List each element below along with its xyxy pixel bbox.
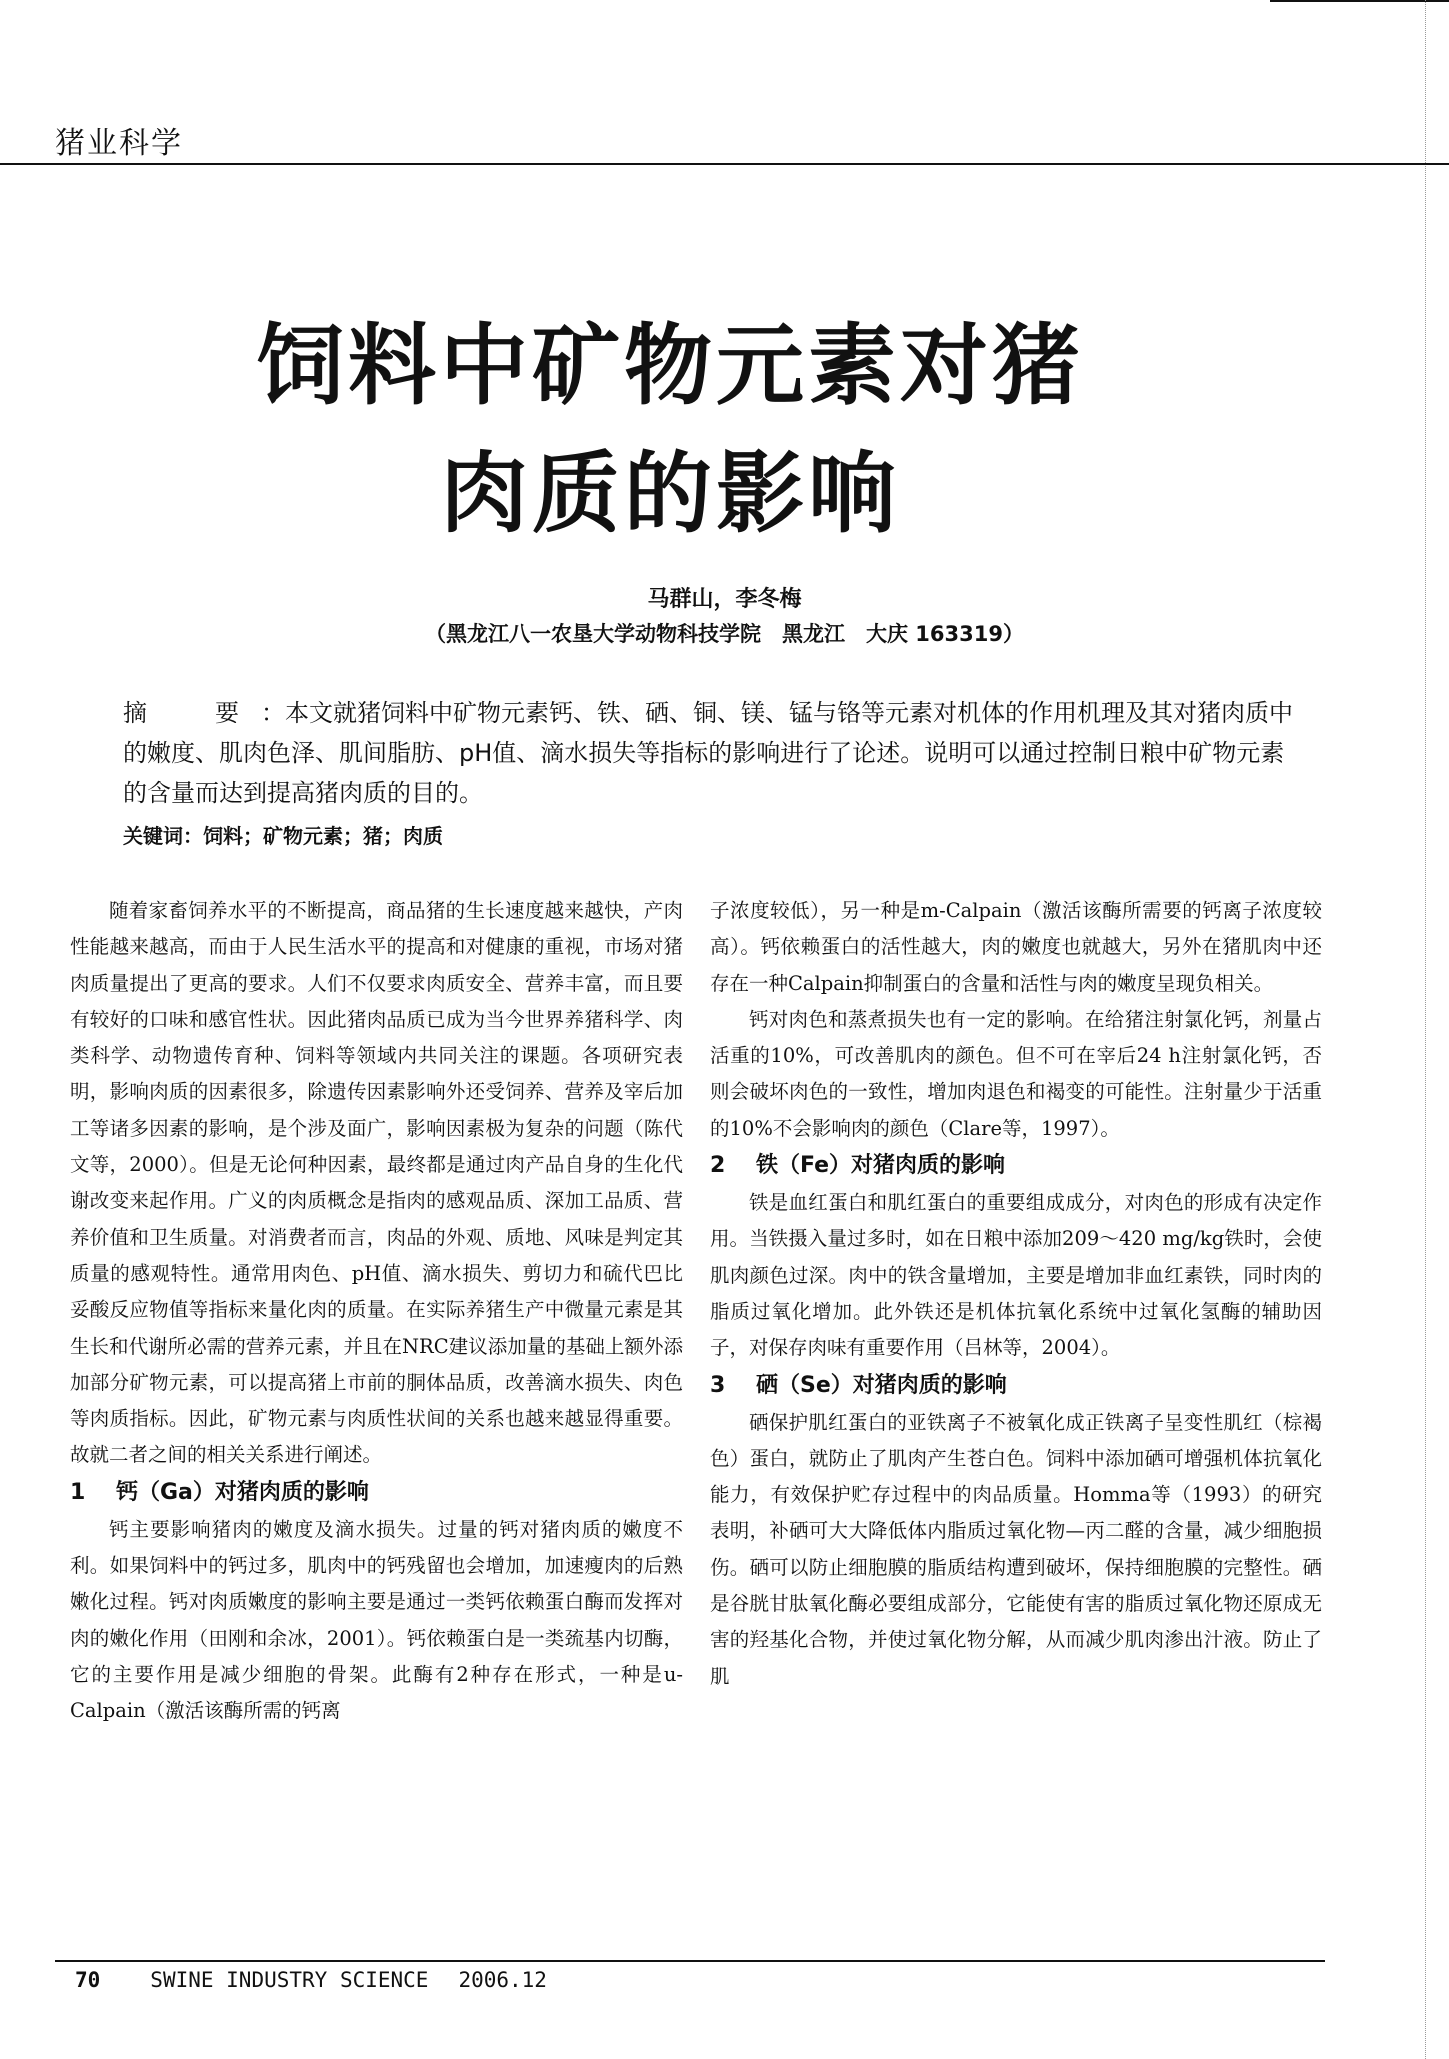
section-title: 铁（Fe）对猪肉质的影响 [756,1153,1006,1179]
page-footer [75,1968,547,1992]
authors: 马群山，李冬梅 [647,587,802,612]
article-title-line2: 肉质的影响 [439,442,900,545]
keywords: 关键词：饲料；矿物元素；猪；肉质 [123,824,443,848]
footer-journal: SWINE INDUSTRY SCIENCE [150,1968,429,1992]
abstract-label: 摘 要 [123,699,261,727]
calcium-paragraph: 钙主要影响猪肉的嫩度及滴水损失。过量的钙对猪肉质的嫩度不利。如果饲料中的钙过多，肌肉中的钙残留也会增加，加速瘦肉的后熟嫩化过程。钙对肉质嫩度的影响主要是通过一类钙依赖蛋白酶而发挥对肉的嫩化作用（田刚和余冰，2001）。钙依赖蛋白是一类巯基内切酶，它的主要作用是减少细胞的骨架。此酶有2种存在形式，一种是u-Calpain（激活该酶所需的钙离 [70,1517,683,1723]
affiliation: （黑龙江八一农垦大学动物科技学院 黑龙江 大庆 163319） [425,622,1024,646]
abstract [123,693,1303,813]
section-heading-2 [710,1149,1322,1183]
intro-paragraph: 随着家畜饲养水平的不断提高，商品猪的生长速度越来越快，产肉性能越来越高，而由于人民生活水平的提高和对健康的重视，市场对猪肉质量提出了更高的要求。人们不仅要求肉质安全、营养丰富，而且要有较好的口味和感官性状。因此猪肉品质已成为当今世界养猪科学、肉类科学、动物遗传育种、饲料等领域内共同关注的课题。各项研究表明，影响肉质的因素很多，除遗传因素影响外还受饲养、营养及宰后加工等诸多因素的影响，是个涉及面广，影响因素极为复杂的问题（陈代文等，2000）。但是无论何种因素，最终都是通过肉产品自身的生化代谢改变来起作用。广义的肉质概念是指肉的感观品质、深加工品质、营养价值和卫生质量。对消费者而言，肉品的外观、质地、风味是判定其质量的感观特性。通常用肉色、pH值、滴水损失、剪切力和硫代巴比妥酸反应物值等指标来量化肉的质量。在实际养猪生产中微量元素是其生长和代谢所必需的营养元素，并且在NRC建议添加量的基础上额外添加部分矿物元素，可以提高猪上市前的胴体品质，改善滴水损失、肉色等肉质指标。因此，矿物元素与肉质性状间的关系也越来越显得重要。故就二者之间的相关关系进行阐述。 [70,899,683,1467]
top-rule [1270,0,1449,2]
abstract-text: ：本文就猪饲料中矿物元素钙、铁、硒、铜、镁、锰与铬等元素对机体的作用机理及其对猪肉质中的嫩度、肌肉色泽、肌间脂肪、pH值、滴水损失等指标的影响进行了论述。说明可以通过控制日粮中矿物元素的含量而达到提高猪肉质的目的。 [123,699,1293,807]
journal-header: 猪业科学 [55,126,183,161]
section-heading-3 [710,1369,1322,1403]
footer-date: 2006.12 [458,1968,547,1992]
page-edge [1425,0,1427,2059]
section-number: 2 [710,1153,726,1179]
section-title: 钙（Ga）对猪肉质的影响 [116,1479,369,1505]
left-column [70,893,683,1730]
section-number: 3 [710,1372,726,1398]
section-title: 硒（Se）对猪肉质的影响 [756,1372,1007,1398]
iron-paragraph: 铁是血红蛋白和肌红蛋白的重要组成成分，对肉色的形成有决定作用。当铁摄入量过多时，如在日粮中添加209～420 mg/kg铁时，会使肌肉颜色过深。肉中的铁含量增加，主要是增加非血红素铁，同时肉的脂质过氧化增加。此外铁还是机体抗氧化系统中过氧化氢酶的辅助因子，对保存肉味有重要作用（吕林等，2004）。 [710,1191,1322,1360]
calcium-color-paragraph: 钙对肉色和蒸煮损失也有一定的影响。在给猪注射氯化钙，剂量占活重的10%，可改善肌肉的颜色。但不可在宰后24 h注射氯化钙，否则会破坏肉色的一致性，增加肉退色和褐变的可能性。注射量少于活重的10%不会影响肉的颜色（Clare等，1997）。 [710,1007,1322,1140]
continued-paragraph: 子浓度较低），另一种是m-Calpain（激活该酶所需要的钙离子浓度较高）。钙依赖蛋白的活性越大，肉的嫩度也就越大，另外在猪肌肉中还存在一种Calpain抑制蛋白的含量和活性与肉的嫩度呈现负相关。 [710,899,1322,995]
footer-rule [55,1960,1325,1962]
article-title-line1: 饲料中矿物元素对猪 [255,314,1084,417]
section-number: 1 [70,1479,86,1505]
right-column [710,893,1322,1695]
page-number: 70 [75,1968,101,1992]
section-heading-1 [70,1476,683,1510]
selenium-paragraph: 硒保护肌红蛋白的亚铁离子不被氧化成正铁离子呈变性肌红（棕褐色）蛋白，就防止了肌肉产生苍白色。饲料中添加硒可增强机体抗氧化能力，有效保护贮存过程中的肉品质量。Homma等（1993）的研究表明，补硒可大大降低体内脂质过氧化物—丙二醛的含量，减少细胞损伤。硒可以防止细胞膜的脂质结构遭到破坏，保持细胞膜的完整性。硒是谷胱甘肽氧化酶必要组成部分，它能使有害的脂质过氧化物还原成无害的羟基化合物，并使过氧化物分解，从而减少肌肉渗出汁液。防止了肌 [710,1410,1322,1688]
header-rule [0,163,1449,165]
